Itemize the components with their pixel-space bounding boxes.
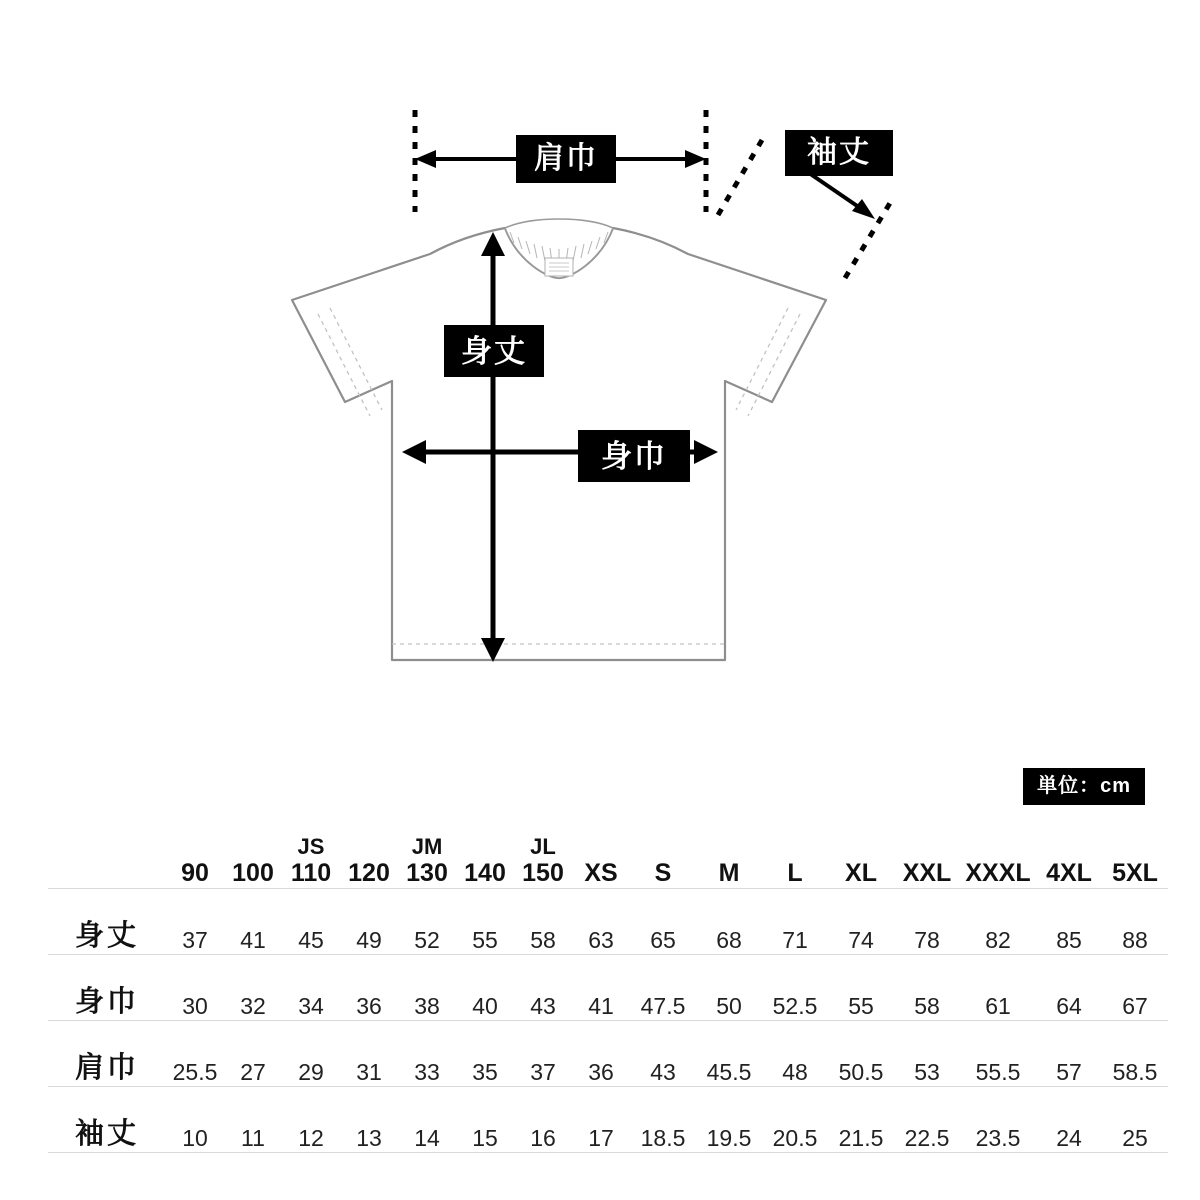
header-label-100: 100	[232, 859, 274, 887]
header-alt-110: JS	[297, 833, 325, 859]
cell-body-width-5xl: 67	[1122, 993, 1148, 1019]
cell-body-length-150: 58	[530, 927, 556, 953]
header-size-140	[456, 830, 514, 889]
header-size-m	[696, 830, 762, 889]
header-label-s: S	[654, 859, 672, 887]
table-row	[48, 1021, 1168, 1087]
cell-body-length-140: 55	[472, 927, 498, 953]
cell-sleeve-length-120: 13	[356, 1125, 382, 1151]
cell-body-width-xs: 41	[588, 993, 614, 1019]
cell-body-width-130: 38	[414, 993, 440, 1019]
cell-body-length-xxxl: 82	[985, 927, 1011, 953]
row-label-shoulder-width: 肩巾	[74, 1052, 139, 1084]
cell-sleeve-length-90: 10	[182, 1125, 208, 1151]
cell-body-length-5xl: 88	[1122, 927, 1148, 953]
cell-sleeve-length-100: 11	[241, 1125, 265, 1151]
cell-body-length-xl: 74	[848, 927, 874, 953]
cell-body-length-4xl: 85	[1056, 927, 1082, 953]
cell-shoulder-width-l: 48	[782, 1059, 808, 1085]
header-alt-130: JM	[411, 833, 443, 859]
table-row	[48, 955, 1168, 1021]
header-label-l: L	[787, 859, 803, 887]
header-label-xxl: XXL	[902, 859, 952, 887]
cell-body-length-90: 37	[182, 927, 208, 953]
cell-shoulder-width-xxxl: 55.5	[975, 1059, 1021, 1085]
header-size-xl	[828, 830, 894, 889]
table-row	[48, 889, 1168, 955]
cell-body-width-l: 52.5	[772, 993, 818, 1019]
header-size-100	[224, 830, 282, 889]
label-shoulder-width: 肩巾	[516, 135, 616, 183]
cell-sleeve-length-110: 12	[298, 1125, 324, 1151]
cell-shoulder-width-130: 33	[414, 1059, 440, 1085]
cell-sleeve-length-150: 16	[530, 1125, 556, 1151]
cell-body-width-140: 40	[472, 993, 498, 1019]
cell-sleeve-length-xxl: 22.5	[904, 1125, 950, 1151]
size-table	[48, 830, 1168, 1153]
header-size-120	[340, 830, 398, 889]
label-sleeve-length: 袖丈	[785, 130, 893, 176]
cell-shoulder-width-5xl: 58.5	[1112, 1059, 1158, 1085]
cell-shoulder-width-110: 29	[298, 1059, 324, 1085]
header-alt-150: JL	[530, 833, 556, 859]
cell-shoulder-width-xxl: 53	[914, 1059, 940, 1085]
cell-body-width-xxxl: 61	[985, 993, 1011, 1019]
cell-shoulder-width-120: 31	[356, 1059, 382, 1085]
header-label-90: 90	[181, 859, 209, 887]
row-label-body-width: 身巾	[74, 986, 139, 1018]
header-label-140: 140	[464, 859, 506, 887]
header-size-130	[398, 830, 456, 889]
header-label-110: 110	[290, 859, 332, 887]
cell-body-width-100: 32	[240, 993, 266, 1019]
header-label-xl: XL	[845, 859, 877, 887]
cell-shoulder-width-150: 37	[530, 1059, 556, 1085]
cell-sleeve-length-140: 15	[472, 1125, 498, 1151]
cell-sleeve-length-xs: 17	[588, 1125, 614, 1151]
cell-sleeve-length-xxxl: 23.5	[975, 1125, 1021, 1151]
cell-body-width-xxl: 58	[914, 993, 940, 1019]
cell-shoulder-width-140: 35	[472, 1059, 498, 1085]
size-table-section	[0, 740, 1200, 1200]
cell-body-width-s: 47.5	[640, 993, 686, 1019]
cell-body-length-xs: 63	[588, 927, 614, 953]
cell-shoulder-width-90: 25.5	[172, 1059, 218, 1085]
cell-body-length-130: 52	[414, 927, 440, 953]
cell-shoulder-width-xs: 36	[588, 1059, 614, 1085]
cell-shoulder-width-s: 43	[650, 1059, 676, 1085]
cell-body-length-m: 68	[716, 927, 742, 953]
header-label-5xl: 5XL	[1112, 859, 1158, 887]
cell-shoulder-width-m: 45.5	[706, 1059, 752, 1085]
row-label-sleeve-length: 袖丈	[74, 1118, 139, 1150]
cell-sleeve-length-s: 18.5	[640, 1125, 686, 1151]
cell-sleeve-length-xl: 21.5	[838, 1125, 884, 1151]
cell-sleeve-length-4xl: 24	[1056, 1125, 1082, 1151]
unit-badge: 単位：cm	[1023, 768, 1145, 805]
cell-body-width-xl: 55	[848, 993, 874, 1019]
cell-body-width-90: 30	[182, 993, 208, 1019]
header-corner	[48, 830, 166, 889]
cell-shoulder-width-100: 27	[240, 1059, 266, 1085]
header-size-5xl	[1102, 830, 1168, 889]
header-size-l	[762, 830, 828, 889]
cell-body-length-xxl: 78	[914, 927, 940, 953]
table-row	[48, 1087, 1168, 1153]
cell-body-length-l: 71	[782, 927, 808, 953]
cell-shoulder-width-4xl: 57	[1056, 1059, 1082, 1085]
cell-body-length-120: 49	[356, 927, 382, 953]
cell-sleeve-length-l: 20.5	[772, 1125, 818, 1151]
header-size-xs	[572, 830, 630, 889]
header-size-xxxl	[960, 830, 1036, 889]
cell-body-width-120: 36	[356, 993, 382, 1019]
header-size-xxl	[894, 830, 960, 889]
header-label-xs: XS	[584, 859, 618, 887]
header-label-120: 120	[348, 859, 390, 887]
cell-body-width-150: 43	[530, 993, 556, 1019]
label-body-width: 身巾	[578, 430, 690, 482]
cell-sleeve-length-130: 14	[414, 1125, 440, 1151]
header-size-4xl	[1036, 830, 1102, 889]
cell-sleeve-length-m: 19.5	[706, 1125, 752, 1151]
header-size-90	[166, 830, 224, 889]
header-label-xxxl: XXXL	[965, 859, 1031, 887]
header-label-150: 150	[522, 859, 564, 887]
header-size-110	[282, 830, 340, 889]
cell-body-length-110: 45	[298, 927, 324, 953]
row-label-body-length: 身丈	[74, 920, 139, 952]
header-label-m: M	[718, 859, 740, 887]
header-size-s	[630, 830, 696, 889]
header-label-4xl: 4XL	[1046, 859, 1092, 887]
header-label-130: 130	[406, 859, 448, 887]
table-header-row	[48, 830, 1168, 889]
cell-shoulder-width-xl: 50.5	[838, 1059, 884, 1085]
header-size-150	[514, 830, 572, 889]
cell-body-length-s: 65	[650, 927, 676, 953]
cell-body-width-4xl: 64	[1056, 993, 1082, 1019]
cell-sleeve-length-5xl: 25	[1122, 1125, 1148, 1151]
cell-body-width-m: 50	[716, 993, 742, 1019]
cell-body-width-110: 34	[298, 993, 324, 1019]
label-body-length: 身丈	[444, 325, 544, 377]
cell-body-length-100: 41	[240, 927, 266, 953]
